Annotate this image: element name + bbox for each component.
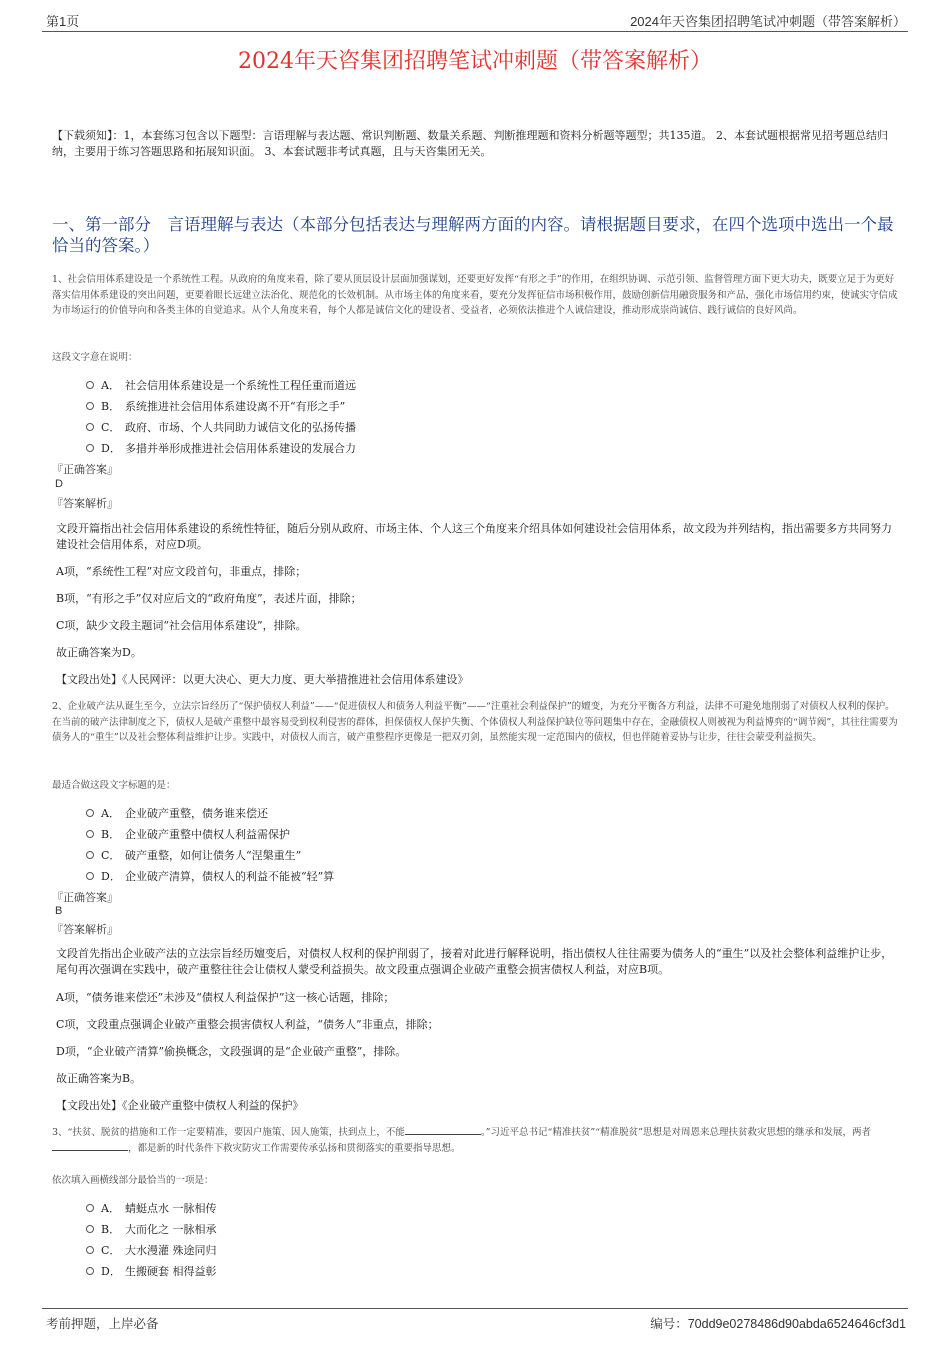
analysis-paragraph: A项，“债务谁来偿还”未涉及“债权人利益保护”这一核心话题，排除； — [56, 991, 395, 1004]
option-c[interactable]: C． 政府、市场、个人共同助力诚信文化的弘扬传播 — [86, 419, 356, 435]
source-citation: 【文段出处】《人民网评：以更大决心、更大力度、更大举措推进社会信用体系建设》 — [56, 673, 469, 686]
answer-analysis-label: 『答案解析』 — [52, 497, 118, 510]
fill-blank — [52, 1141, 128, 1151]
footer-divider — [42, 1308, 908, 1309]
radio-icon[interactable] — [86, 1267, 94, 1275]
download-notice: 【下载须知】：1，本套练习包含以下题型：言语理解与表达题、常识判断题、数量关系题、判断推理题和资料分析题等题型；共135道。 2、本套试题根据常见招考题总结归纳，主要用于练习答题思路和拓展知识面。 3、本套试题非考试真题，且与天咨集团无关。 — [52, 129, 888, 158]
question-2-prompt: 最适合做这段文字标题的是： — [52, 780, 176, 791]
radio-icon[interactable] — [86, 402, 94, 410]
radio-icon[interactable] — [86, 381, 94, 389]
option-b[interactable]: B． 系统推进社会信用体系建设离不开“有形之手” — [86, 398, 345, 414]
answer-analysis-label: 『答案解析』 — [52, 923, 118, 936]
analysis-paragraph: C项，缺少文段主题词“社会信用体系建设”，排除。 — [56, 619, 307, 632]
option-d[interactable]: D． 生搬硬套 相得益彰 — [86, 1263, 217, 1279]
analysis-paragraph: A项，“系统性工程”对应文段首句，非重点，排除； — [56, 565, 307, 578]
question-1-stem: 1、社会信用体系建设是一个系统性工程。从政府的角度来看，除了要从顶层设计层面加强谋划，还要更好发挥“有形之手”的作用，在组织协调、示范引领、监督管理方面下更大功夫，既要立足于为更好落实信用体系建设的突出问题，更要着眼长远建立法治化、规范化的长效机制。从市场主体的角度来看，要充分发挥征信市场积极作用，鼓励创新信用融资服务和产品，强化市场信用约束，使诚实守信成为市场运行的价值导向和各类主体的自觉追求。从个人角度来看，每个人都是诚信文化的建设者、受益者，必须依法推进个人诚信建设，推动形成崇尚诚信、践行诚信的良好风尚。 — [52, 274, 898, 316]
option-a[interactable]: A． 企业破产重整，债务谁来偿还 — [86, 805, 268, 821]
option-c[interactable]: C． 大水漫灌 殊途同归 — [86, 1242, 217, 1258]
radio-icon[interactable] — [86, 872, 94, 880]
option-b[interactable]: B． 企业破产重整中债权人利益需保护 — [86, 826, 290, 842]
fill-blank — [405, 1125, 481, 1135]
analysis-paragraph: 故正确答案为D。 — [56, 646, 142, 659]
section-heading: 一、第一部分 言语理解与表达（本部分包括表达与理解两方面的内容。请根据题目要求，在四个选项中选出一个最恰当的答案。） — [52, 215, 894, 255]
question-3-stem: 3、“扶贫、脱贫的措施和工作一定要精准，要因户施策、因人施策，扶到点上，不能 。”习近平总书记“精准扶贫”“精准脱贫”思想是对周恩来总理扶贫救灾思想的继承和发展，两者，都是新的时代条件下救灾防灾工作需要传承弘扬和贯彻落实的重要指导思想。 — [52, 1127, 871, 1154]
analysis-paragraph: B项，“有形之手”仅对应后文的“政府角度”，表述片面，排除； — [56, 592, 362, 605]
correct-answer-value: B — [55, 905, 63, 917]
radio-icon[interactable] — [86, 1225, 94, 1233]
radio-icon[interactable] — [86, 809, 94, 817]
footer-slogan: 考前押题，上岸必备 — [46, 1316, 159, 1331]
radio-icon[interactable] — [86, 851, 94, 859]
question-1-prompt: 这段文字意在说明： — [52, 352, 138, 363]
question-3-prompt: 依次填入画横线部分最恰当的一项是： — [52, 1175, 214, 1186]
header-doc-title: 2024年天咨集团招聘笔试冲刺题（带答案解析） — [630, 14, 906, 29]
option-b[interactable]: B． 大而化之 一脉相承 — [86, 1221, 217, 1237]
option-d[interactable]: D． 多措并举形成推进社会信用体系建设的发展合力 — [86, 440, 356, 456]
option-a[interactable]: A． 蜻蜓点水 一脉相传 — [86, 1200, 217, 1216]
radio-icon[interactable] — [86, 423, 94, 431]
option-d[interactable]: D． 企业破产清算，债权人的利益不能被“轻”算 — [86, 868, 334, 884]
radio-icon[interactable] — [86, 1204, 94, 1212]
analysis-paragraph: 文段开篇指出社会信用体系建设的系统性特征，随后分别从政府、市场主体、个人这三个角度来介绍具体如何建设社会信用体系，故文段为并列结构，指出需要多方共同努力建设社会信用体系，对应D项。 — [56, 522, 892, 551]
analysis-paragraph: D项，“企业破产清算”偷换概念，文段强调的是“企业破产重整”，排除。 — [56, 1045, 407, 1058]
radio-icon[interactable] — [86, 1246, 94, 1254]
correct-answer-label: 『正确答案』 — [52, 891, 118, 904]
question-2-stem: 2、企业破产法从诞生至今，立法宗旨经历了“保护债权人利益”——“促进债权人和债务人利益平衡”——“注重社会利益保护”的嬗变，为充分平衡各方利益，法律不可避免地削弱了对债权人权利的保护。在当前的破产法律制度之下，债权人是破产重整中最容易受到权利侵害的群体，担保债权人保护失衡、个体债权人利益保护缺位等问题集中存在，金融债权人则被视为利益博弈的“调节阀”，其往往需要为债务人的“重生”以及社会整体利益维护让步。实践中，对债权人而言，破产重整程序更像是一把双刃剑，虽然能实现一定范围内的债权，但也伴随着妥协与让步，往往会蒙受利益损失。 — [52, 701, 898, 743]
radio-icon[interactable] — [86, 444, 94, 452]
option-c[interactable]: C． 破产重整，如何让债务人“涅槃重生” — [86, 847, 301, 863]
correct-answer-label: 『正确答案』 — [52, 463, 118, 476]
radio-icon[interactable] — [86, 830, 94, 838]
analysis-paragraph: 故正确答案为B。 — [56, 1072, 142, 1085]
header-divider — [42, 31, 908, 32]
page-title: 2024年天咨集团招聘笔试冲刺题（带答案解析） — [238, 49, 712, 74]
footer-doc-code: 编号：70dd9e0278486d90abda6524646cf3d1 — [650, 1316, 906, 1331]
option-a[interactable]: A． 社会信用体系建设是一个系统性工程任重而道远 — [86, 377, 356, 393]
analysis-paragraph: C项，文段重点强调企业破产重整会损害债权人利益，“债务人”非重点，排除； — [56, 1018, 439, 1031]
analysis-paragraph: 文段首先指出企业破产法的立法宗旨经历嬗变后，对债权人权利的保护削弱了，接着对此进行解释说明，指出债权人往往需要为债务人的“重生”以及社会整体利益维护让步，尾句再次强调在实践中，破产重整往往会让债权人蒙受利益损失。故文段重点强调企业破产重整会损害债权人利益，对应B项。 — [56, 947, 893, 976]
page-number: 第1页 — [46, 14, 80, 29]
correct-answer-value: D — [55, 478, 63, 490]
source-citation: 【文段出处】《企业破产重整中债权人利益的保护》 — [56, 1099, 304, 1112]
